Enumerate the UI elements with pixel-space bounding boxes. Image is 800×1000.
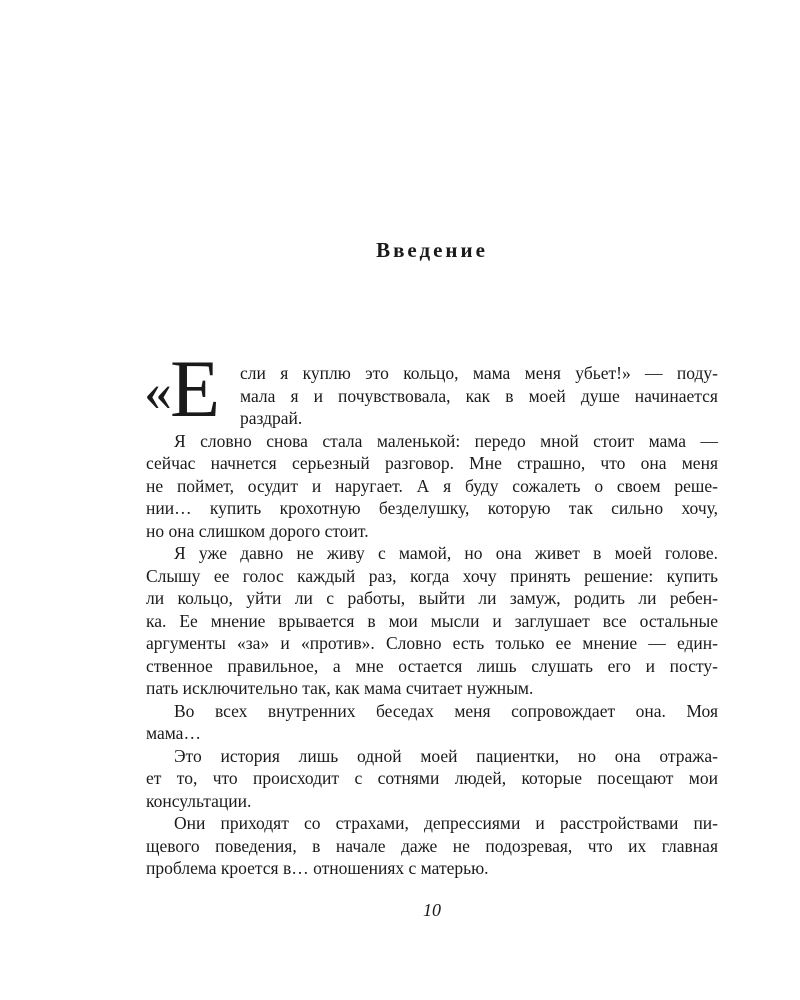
text-line: ли кольцо, уйти ли с работы, выйти ли замуж, родить ли ребен-	[146, 588, 718, 608]
paragraph	[146, 430, 718, 543]
text-line: сейчас начнется серьезный разговор. Мне страшно, что она меня	[146, 453, 718, 473]
page-number: 10	[423, 900, 441, 920]
text-line: мама…	[146, 723, 201, 743]
drop-cap-quote: «	[144, 361, 172, 423]
text-line: проблема кроется в… отношениях с матерью.	[146, 858, 489, 878]
paragraph	[146, 745, 718, 813]
text-line: консультации.	[146, 790, 252, 811]
text-line: раздрай.	[240, 408, 303, 428]
drop-cap	[144, 343, 221, 434]
text-line: Они приходят со страхами, депрессиями и расстройствами пи-	[174, 813, 718, 833]
text-line: ка. Ее мнение врывается в мои мысли и заглушает все остальные	[146, 610, 718, 631]
chapter-title: Введение	[376, 238, 488, 262]
text-line: Это история лишь одной моей пациентки, но она отража-	[174, 745, 718, 766]
text-line: нии… купить крохотную безделушку, которую так сильно хочу,	[146, 498, 718, 518]
text-line: Во всех внутренних беседах меня сопровождает она. Моя	[174, 700, 718, 721]
text-line: пать исключительно так, как мама считает нужным.	[146, 678, 534, 698]
paragraph	[146, 812, 718, 880]
text-line: не поймет, осудит и наругает. А я буду сожалеть о своем реше-	[146, 475, 718, 496]
text-line: ственное правильное, а мне остается лишь слушать его и посту-	[146, 655, 718, 676]
text-line: щевого поведения, в начале даже не подозревая, что их главная	[146, 835, 718, 856]
text-line: ет то, что происходит с сотнями людей, которые посещают мои	[146, 768, 718, 788]
text-line: мала я и почувствовала, как в моей душе начинается	[240, 385, 718, 406]
paragraph	[146, 542, 718, 700]
text-line: но она слишком дорого стоит.	[146, 520, 369, 541]
text-line: аргументы «за» и «против». Словно есть только ее мнение — един-	[146, 633, 718, 653]
text-line: Я словно снова стала маленькой: передо мной стоит мама —	[174, 430, 718, 451]
paragraph	[146, 700, 718, 745]
first-paragraph	[144, 343, 718, 434]
text-line: Я уже давно не живу с мамой, но она живет в моей голове.	[174, 543, 718, 563]
body-text	[144, 343, 718, 880]
drop-cap-letter: Е	[170, 343, 221, 434]
text-line: Слышу ее голос каждый раз, когда хочу принять решение: купить	[146, 565, 718, 586]
text-line: сли я куплю это кольцо, мама меня убьет!» — поду-	[240, 363, 718, 383]
